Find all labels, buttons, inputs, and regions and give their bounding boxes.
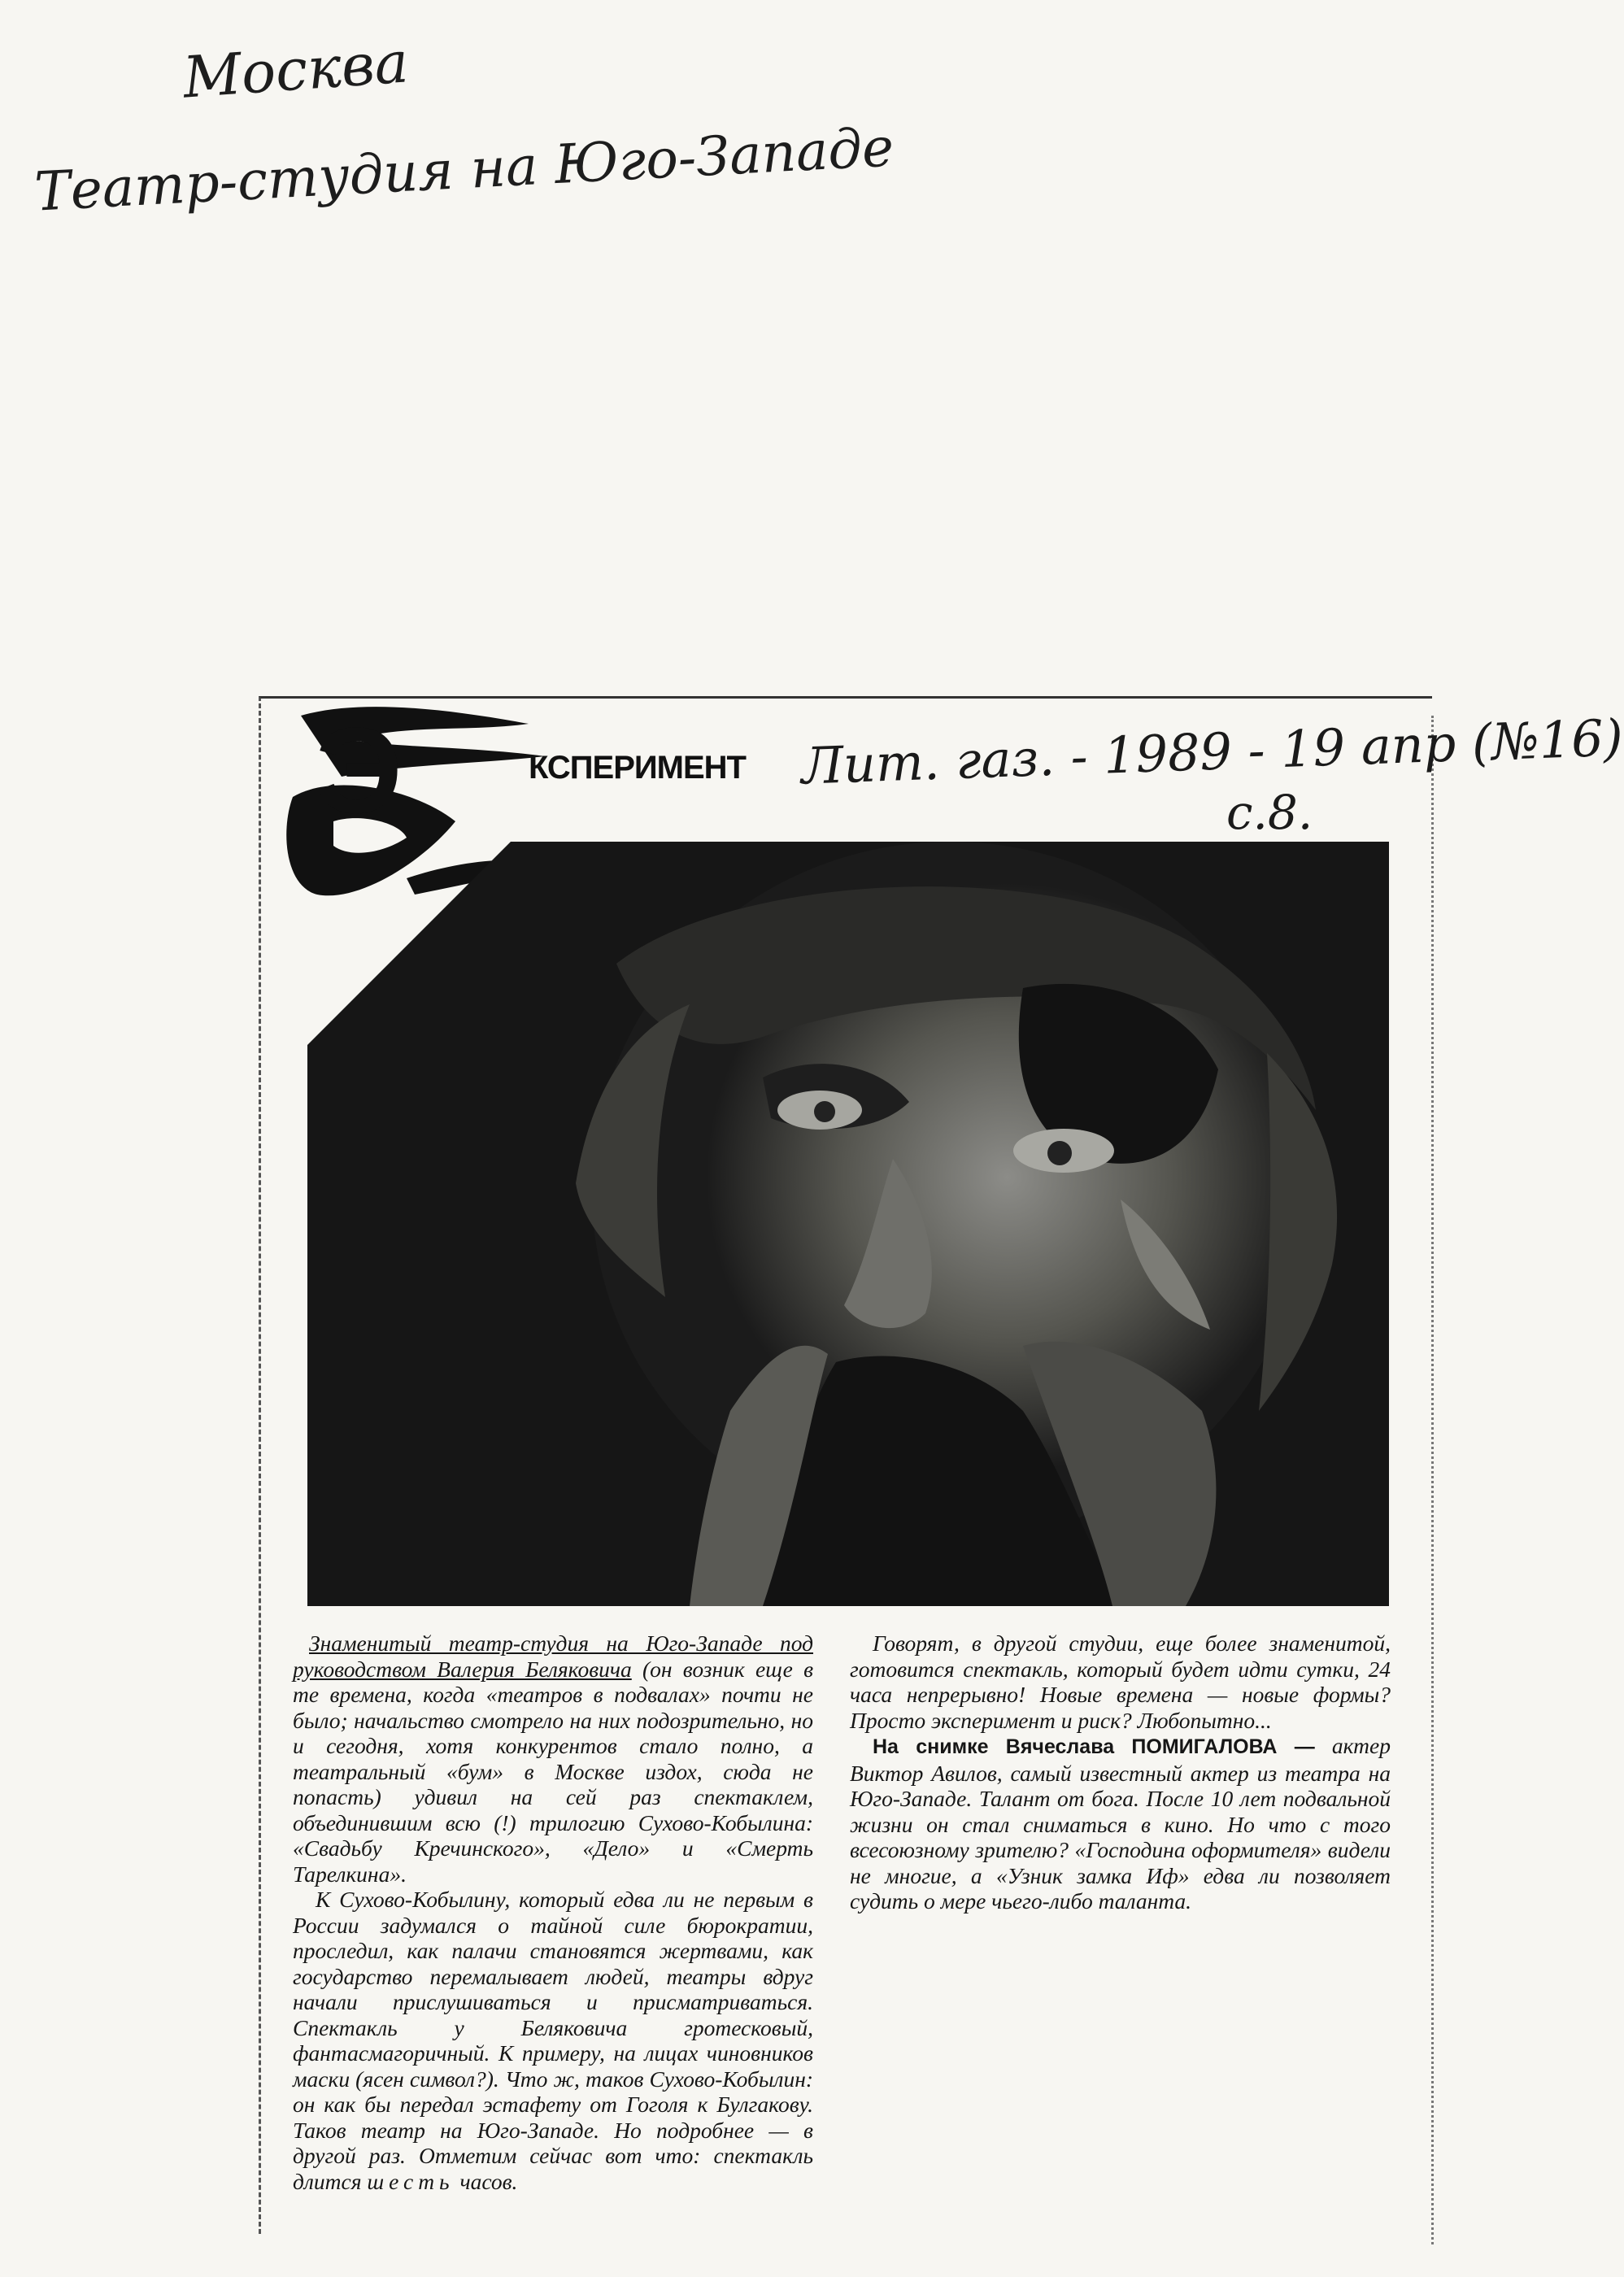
article-paragraph-3: Говорят, в другой студии, еще более знаменитой, готовится спектакль, который будет идти сутки, 24 часа непрерывно! Новые времена — новые формы? Просто эксперимент и риск? Любопытно... [850,1630,1391,1733]
article-column-left [293,1630,814,2194]
article-paragraph-2-text: К Сухово-Кобылину, который едва ли не первым в России задумался о тайной силе бюрократии, проследил, как палачи становятся жертвами, как государство перемалывает людей, театры вдруг начали прислушиваться и присматриваться. Спектакль у Беляковича гротесковый, фантасмагоричный. К примеру, на лицах чиновников маски (ясен символ?). Что ж, таков Сухово-Кобылин: он как бы передал эстафету от Гоголя к Булгакову. Таков театр на Юго-Западе. Но подробнее — в другой раз. Отметим сейчас вот что: спектакль длится [293,1887,813,2194]
caption-text: актер Виктор Авилов, самый известный актер из театра на Юго-Западе. Талант от бога. После 10 лет подвальной жизни он стал сниматься в кино. Но что с того всесоюзному зрителю? «Господина оформителя» видели не многие, а «Узник замка Иф» едва ли позволяет судить о мере чьего-либо таланта. [850,1733,1391,1913]
caption-credit: На снимке Вячеслава ПОМИГАЛОВА — [873,1735,1315,1758]
handwritten-theatre-note: Театр-студия на Юго-Западе [33,115,895,224]
rubric-initial-letter: Э [316,702,403,838]
handwritten-source-note: Лит. газ. - 1989 - 19 апр (№16) [800,707,1624,796]
article-paragraph-2 [293,1887,813,2194]
photo-caption [850,1733,1391,1914]
rubric-title: КСПЕРИМЕНТ [529,750,746,786]
article-paragraph-2-end: часов. [459,2168,518,2194]
handwritten-page-note: с.8. [1226,785,1313,840]
article-column-right [850,1630,1391,1914]
article-emphasis: шесть [367,2168,455,2194]
article-paragraph-1 [293,1630,813,1887]
actor-portrait-photo [307,842,1389,1606]
article-paragraph-1-text: (он возник еще в те времена, когда «театров в подвалах» почти не было; начальство смотрело на них подозрительно, но и сегодня, хотя конкурентов стало полно, а театральный «бум» в Москве издох, сюда не попасть) удивил на сей раз спектаклем, объединившим всю (!) трилогию Сухово-Кобылина: «Свадьбу Кречинского», «Дело» и «Смерть Тарелкина». [293,1656,814,1887]
clipping-cut-edge [1430,716,1434,2244]
handwritten-city-note: Москва [181,28,411,111]
article-lead: Знаменитый театр-студия на Юго-Западе под руководством Валерия Беляковича [293,1630,813,1682]
